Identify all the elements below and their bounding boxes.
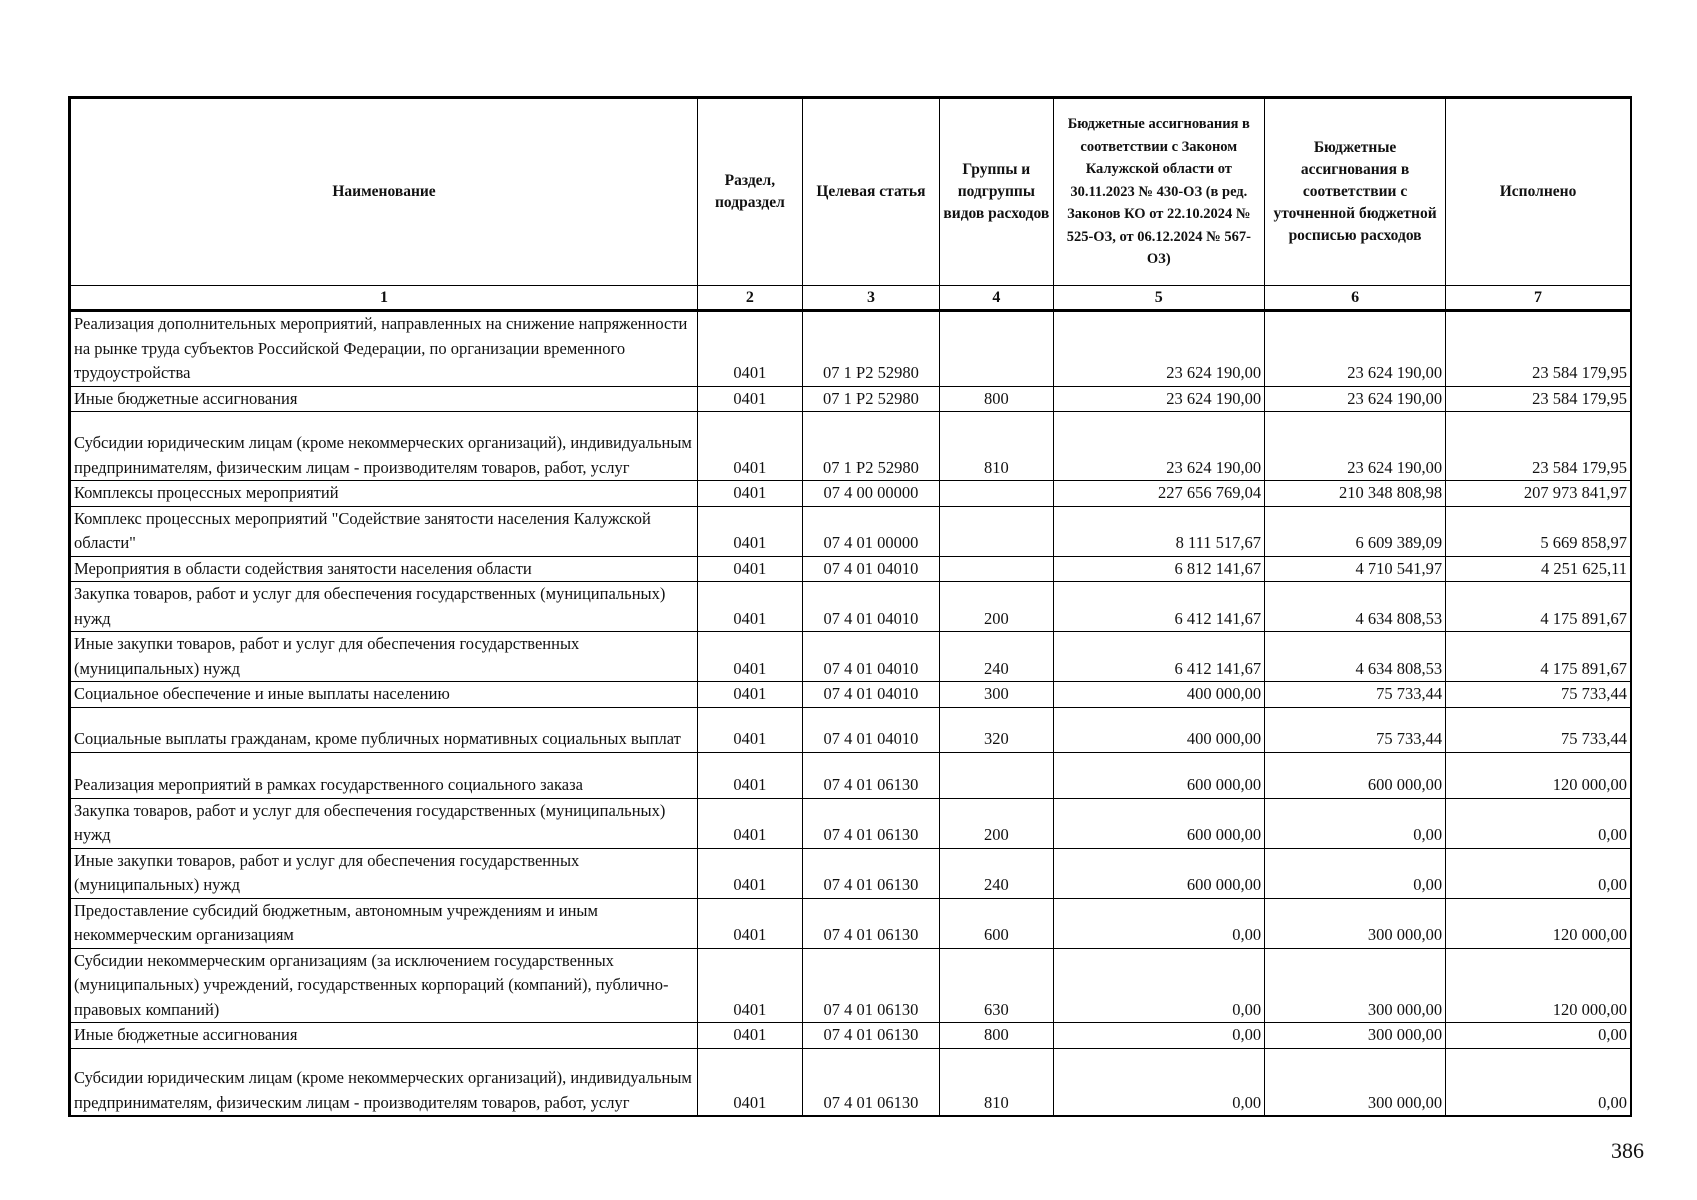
row-refined-appropriations: 23 624 190,00 (1265, 386, 1446, 412)
table-row (70, 506, 1632, 556)
row-section: 0401 (698, 848, 803, 898)
row-law-appropriations: 400 000,00 (1053, 707, 1265, 752)
table-row (70, 1048, 1632, 1116)
row-law-appropriations: 6 412 141,67 (1053, 582, 1265, 632)
row-name: Мероприятия в области содействия занятости населения области (70, 556, 698, 582)
row-executed: 23 584 179,95 (1446, 386, 1631, 412)
row-executed: 120 000,00 (1446, 898, 1631, 948)
header-name: Наименование (70, 98, 698, 286)
row-section: 0401 (698, 582, 803, 632)
row-executed: 0,00 (1446, 1023, 1631, 1049)
row-law-appropriations: 23 624 190,00 (1053, 412, 1265, 481)
row-target-article: 07 1 Р2 52980 (802, 412, 939, 481)
header-target-article: Целевая статья (802, 98, 939, 286)
row-law-appropriations: 0,00 (1053, 1023, 1265, 1049)
row-target-article: 07 4 01 06130 (802, 1048, 939, 1116)
row-law-appropriations: 23 624 190,00 (1053, 386, 1265, 412)
row-target-article: 07 4 01 06130 (802, 898, 939, 948)
table-row (70, 1023, 1632, 1049)
row-section: 0401 (698, 1048, 803, 1116)
table-row (70, 948, 1632, 1023)
table-row (70, 582, 1632, 632)
row-law-appropriations: 23 624 190,00 (1053, 311, 1265, 387)
row-name: Социальные выплаты гражданам, кроме публичных нормативных социальных выплат (70, 707, 698, 752)
row-executed: 120 000,00 (1446, 948, 1631, 1023)
row-expense-group: 800 (940, 1023, 1053, 1049)
row-name: Иные закупки товаров, работ и услуг для обеспечения государственных (муниципальных) нужд (70, 848, 698, 898)
row-target-article: 07 4 01 00000 (802, 506, 939, 556)
header-row (70, 98, 1632, 286)
table-row (70, 311, 1632, 387)
row-name: Субсидии юридическим лицам (кроме некоммерческих организаций), индивидуальным предпринимателям, физическим лицам - производителям товаров, работ, услуг (70, 412, 698, 481)
row-refined-appropriations: 23 624 190,00 (1265, 412, 1446, 481)
row-section: 0401 (698, 412, 803, 481)
row-law-appropriations: 6 812 141,67 (1053, 556, 1265, 582)
row-law-appropriations: 600 000,00 (1053, 798, 1265, 848)
row-section: 0401 (698, 948, 803, 1023)
row-section: 0401 (698, 386, 803, 412)
row-refined-appropriations: 6 609 389,09 (1265, 506, 1446, 556)
row-expense-group: 800 (940, 386, 1053, 412)
row-section: 0401 (698, 506, 803, 556)
row-name: Иные закупки товаров, работ и услуг для обеспечения государственных (муниципальных) нужд (70, 632, 698, 682)
row-target-article: 07 4 01 04010 (802, 707, 939, 752)
row-executed: 4 251 625,11 (1446, 556, 1631, 582)
row-law-appropriations: 227 656 769,04 (1053, 481, 1265, 507)
row-name: Закупка товаров, работ и услуг для обеспечения государственных (муниципальных) нужд (70, 798, 698, 848)
row-executed: 0,00 (1446, 798, 1631, 848)
row-executed: 75 733,44 (1446, 707, 1631, 752)
row-target-article: 07 4 01 06130 (802, 752, 939, 798)
row-refined-appropriations: 0,00 (1265, 798, 1446, 848)
row-name: Иные бюджетные ассигнования (70, 1023, 698, 1049)
header-expense-group: Группы и подгруппы видов расходов (940, 98, 1053, 286)
row-executed: 4 175 891,67 (1446, 582, 1631, 632)
row-target-article: 07 4 01 04010 (802, 632, 939, 682)
column-number-row (70, 286, 1632, 311)
row-name: Социальное обеспечение и иные выплаты населению (70, 682, 698, 708)
page-number: 386 (1611, 1138, 1644, 1163)
row-expense-group: 630 (940, 948, 1053, 1023)
row-expense-group: 240 (940, 848, 1053, 898)
row-name: Предоставление субсидий бюджетным, автономным учреждениям и иным некоммерческим организациям (70, 898, 698, 948)
row-expense-group: 240 (940, 632, 1053, 682)
row-section: 0401 (698, 556, 803, 582)
table-row (70, 752, 1632, 798)
row-target-article: 07 4 01 06130 (802, 948, 939, 1023)
column-number: 5 (1053, 286, 1265, 311)
row-executed: 0,00 (1446, 1048, 1631, 1116)
column-number: 7 (1446, 286, 1631, 311)
row-law-appropriations: 600 000,00 (1053, 848, 1265, 898)
row-name: Комплексы процессных мероприятий (70, 481, 698, 507)
row-executed: 75 733,44 (1446, 682, 1631, 708)
row-target-article: 07 4 01 04010 (802, 682, 939, 708)
row-law-appropriations: 6 412 141,67 (1053, 632, 1265, 682)
table-row (70, 682, 1632, 708)
table-row (70, 632, 1632, 682)
row-refined-appropriations: 0,00 (1265, 848, 1446, 898)
row-section: 0401 (698, 311, 803, 387)
row-executed: 23 584 179,95 (1446, 412, 1631, 481)
row-law-appropriations: 600 000,00 (1053, 752, 1265, 798)
row-target-article: 07 4 01 06130 (802, 1023, 939, 1049)
table-row (70, 898, 1632, 948)
header-law-appropriations: Бюджетные ассигнования в соответствии с Законом Калужской области от 30.11.2023 № 430-ОЗ (в ред. Законов КО от 22.10.2024 № 525-ОЗ, от 06.12.2024 № 567-ОЗ) (1053, 98, 1265, 286)
row-target-article: 07 1 Р2 52980 (802, 311, 939, 387)
row-name: Субсидии некоммерческим организациям (за исключением государственных (муниципальных) учреждений, государственных корпораций (компаний), публично-правовых компаний) (70, 948, 698, 1023)
row-target-article: 07 4 01 04010 (802, 556, 939, 582)
row-refined-appropriations: 300 000,00 (1265, 948, 1446, 1023)
header-refined-appropriations: Бюджетные ассигнования в соответствии с уточненной бюджетной росписью расходов (1265, 98, 1446, 286)
row-executed: 23 584 179,95 (1446, 311, 1631, 387)
row-target-article: 07 1 Р2 52980 (802, 386, 939, 412)
column-number: 6 (1265, 286, 1446, 311)
row-executed: 0,00 (1446, 848, 1631, 898)
row-refined-appropriations: 210 348 808,98 (1265, 481, 1446, 507)
table-row (70, 707, 1632, 752)
row-name: Иные бюджетные ассигнования (70, 386, 698, 412)
row-executed: 207 973 841,97 (1446, 481, 1631, 507)
row-executed: 4 175 891,67 (1446, 632, 1631, 682)
table-row (70, 412, 1632, 481)
row-expense-group: 810 (940, 412, 1053, 481)
row-expense-group: 200 (940, 798, 1053, 848)
row-expense-group: 600 (940, 898, 1053, 948)
row-refined-appropriations: 23 624 190,00 (1265, 311, 1446, 387)
row-executed: 120 000,00 (1446, 752, 1631, 798)
table-row (70, 556, 1632, 582)
row-refined-appropriations: 75 733,44 (1265, 682, 1446, 708)
row-target-article: 07 4 01 06130 (802, 848, 939, 898)
row-refined-appropriations: 300 000,00 (1265, 1048, 1446, 1116)
row-expense-group: 320 (940, 707, 1053, 752)
row-name: Реализация дополнительных мероприятий, направленных на снижение напряженности на рынке труда субъектов Российской Федерации, по организации временного трудоустройства (70, 311, 698, 387)
table-row (70, 481, 1632, 507)
row-expense-group (940, 506, 1053, 556)
row-target-article: 07 4 00 00000 (802, 481, 939, 507)
row-expense-group: 200 (940, 582, 1053, 632)
column-number: 3 (802, 286, 939, 311)
row-target-article: 07 4 01 06130 (802, 798, 939, 848)
row-section: 0401 (698, 682, 803, 708)
row-expense-group (940, 752, 1053, 798)
row-name: Реализация мероприятий в рамках государственного социального заказа (70, 752, 698, 798)
row-section: 0401 (698, 798, 803, 848)
row-name: Комплекс процессных мероприятий "Содействие занятости населения Калужской области" (70, 506, 698, 556)
row-refined-appropriations: 4 634 808,53 (1265, 632, 1446, 682)
header-executed: Исполнено (1446, 98, 1631, 286)
column-number: 2 (698, 286, 803, 311)
row-section: 0401 (698, 632, 803, 682)
row-refined-appropriations: 600 000,00 (1265, 752, 1446, 798)
row-refined-appropriations: 4 710 541,97 (1265, 556, 1446, 582)
column-number: 1 (70, 286, 698, 311)
row-refined-appropriations: 300 000,00 (1265, 898, 1446, 948)
budget-table (68, 96, 1632, 1117)
table-row (70, 798, 1632, 848)
row-law-appropriations: 8 111 517,67 (1053, 506, 1265, 556)
row-expense-group (940, 556, 1053, 582)
row-law-appropriations: 0,00 (1053, 1048, 1265, 1116)
row-section: 0401 (698, 707, 803, 752)
row-section: 0401 (698, 898, 803, 948)
row-expense-group: 300 (940, 682, 1053, 708)
row-expense-group: 810 (940, 1048, 1053, 1116)
row-law-appropriations: 0,00 (1053, 948, 1265, 1023)
row-refined-appropriations: 300 000,00 (1265, 1023, 1446, 1049)
row-section: 0401 (698, 752, 803, 798)
row-executed: 5 669 858,97 (1446, 506, 1631, 556)
table-row (70, 848, 1632, 898)
header-section: Раздел, подраздел (698, 98, 803, 286)
row-law-appropriations: 400 000,00 (1053, 682, 1265, 708)
row-section: 0401 (698, 1023, 803, 1049)
row-expense-group (940, 481, 1053, 507)
row-name: Субсидии юридическим лицам (кроме некоммерческих организаций), индивидуальным предпринимателям, физическим лицам - производителям товаров, работ, услуг (70, 1048, 698, 1116)
row-refined-appropriations: 4 634 808,53 (1265, 582, 1446, 632)
row-section: 0401 (698, 481, 803, 507)
row-law-appropriations: 0,00 (1053, 898, 1265, 948)
row-target-article: 07 4 01 04010 (802, 582, 939, 632)
column-number: 4 (940, 286, 1053, 311)
table-row (70, 386, 1632, 412)
row-expense-group (940, 311, 1053, 387)
row-name: Закупка товаров, работ и услуг для обеспечения государственных (муниципальных) нужд (70, 582, 698, 632)
row-refined-appropriations: 75 733,44 (1265, 707, 1446, 752)
